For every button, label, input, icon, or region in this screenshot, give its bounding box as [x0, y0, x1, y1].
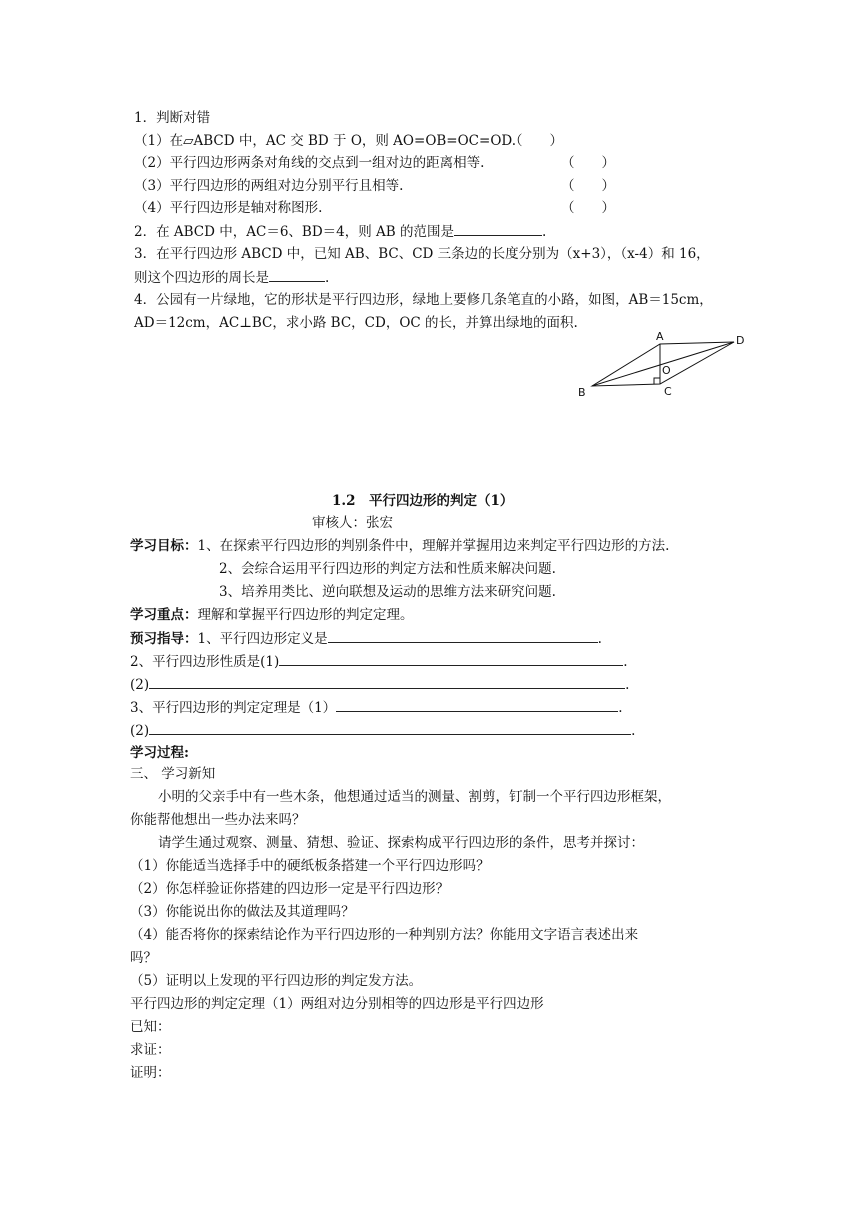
definition-blank[interactable] [328, 628, 598, 643]
property-line-1 [130, 651, 628, 672]
q1-item-3 [134, 176, 403, 196]
property-line-2 [130, 674, 629, 695]
q1-item-4-text: 平行四边形是轴对称图形. [169, 200, 323, 216]
guide-line [130, 628, 602, 649]
label-o: O [662, 364, 671, 377]
para-2: 请学生通过观察、测量、猜想、验证、探索构成平行四边形的条件，思考并探讨： [158, 835, 644, 851]
property-2-end: . [625, 677, 630, 693]
right-angle-mark [654, 378, 660, 384]
q3-line-2 [134, 267, 329, 288]
q2-text: 2．在 ABCD 中，AC＝6、BD＝4，则 AB 的范围是 [134, 224, 454, 240]
theorem-text: 3、平行四边形的判定定理是（1） [130, 700, 337, 716]
question-5: （5）证明以上发现的平行四边形的判定发方法。 [130, 973, 423, 989]
q4-line-2: AD＝12cm，AC⊥BC，求小路 BC，CD，OC 的长，并算出绿地的面积. [134, 315, 578, 331]
proof-label: 证明： [130, 1065, 171, 1081]
q3-text: 则这个四边形的周长是 [134, 270, 269, 286]
theorem-1-blank[interactable] [336, 697, 618, 712]
question-2: （2）你怎样验证你搭建的四边形一定是平行四边形？ [130, 881, 450, 897]
q1-item-3-num: （3） [134, 178, 170, 194]
theorem-line-1 [130, 697, 622, 718]
focus-text: 理解和掌握平行四边形的判定定理。 [197, 607, 414, 623]
reviewer: 审核人：张宏 [312, 515, 393, 531]
question-4-cont: 吗？ [130, 950, 157, 966]
question-1: （1）你能适当选择手中的硬纸板条搭建一个平行四边形吗？ [130, 858, 490, 874]
property-2-num: (2) [130, 677, 150, 693]
guide-text: 1、平行四边形定义是 [197, 631, 328, 647]
q3-end: . [325, 270, 330, 286]
guide-label: 预习指导： [130, 631, 198, 647]
theorem-statement: 平行四边形的判定定理（1）两组对边分别相等的四边形是平行四边形 [130, 996, 544, 1012]
q1-item-1-text: 在▱ABCD 中，AC 交 BD 于 O，则 AO=OB=OC=OD. [169, 133, 517, 149]
focus-line [130, 605, 414, 625]
prove-label: 求证： [130, 1042, 171, 1058]
theorem-line-2 [130, 720, 635, 741]
label-d: D [736, 334, 745, 347]
q1-item-2-paren: （ ） [561, 155, 615, 171]
goals-line-1 [130, 536, 669, 556]
q1-item-3-text: 平行四边形的两组对边分别平行且相等. [169, 178, 404, 194]
q2-line [134, 221, 546, 242]
label-c: C [664, 385, 672, 398]
focus-label: 学习重点： [130, 607, 198, 623]
theorem-2-num: (2) [130, 723, 150, 739]
q1-item-4 [134, 198, 322, 218]
q3-line-1: 3．在平行四边形 ABCD 中，已知 AB、BC、CD 三条边的长度分别为（x+3），（x-4）和 16， [134, 246, 710, 262]
goal-2: 2、会综合运用平行四边形的判定方法和性质来解决问题. [219, 561, 556, 577]
theorem-end: . [618, 700, 623, 716]
label-a: A [656, 330, 664, 343]
q2-end: . [542, 224, 547, 240]
q1-item-2 [134, 153, 484, 173]
goals-label: 学习目标： [130, 538, 198, 554]
question-3: （3）你能说出你的做法及其道理吗？ [130, 904, 355, 920]
parallelogram-figure [570, 326, 750, 402]
q1-item-3-paren: （ ） [561, 178, 615, 194]
property-2-blank[interactable] [149, 674, 625, 689]
question-4: （4）能否将你的探索结论作为平行四边形的一种判别方法？你能用文字语言表述出来 [130, 927, 639, 943]
known-label: 已知： [130, 1019, 171, 1035]
q2-answer-blank[interactable] [454, 221, 542, 236]
q1-heading: 1．判断对错 [134, 110, 211, 126]
property-end: . [623, 654, 628, 670]
q1-item-1-num: （1） [134, 133, 170, 149]
q1-item-4-paren: （ ） [561, 200, 615, 216]
q4-line-1: 4．公园有一片绿地，它的形状是平行四边形，绿地上要修几条笔直的小路，如图，AB＝15cm， [134, 292, 713, 308]
goal-3: 3、培养用类比、逆向联想及运动的思维方法来研究问题. [219, 584, 556, 600]
para-1-line-1: 小明的父亲手中有一些木条，他想通过适当的测量、割剪，钉制一个平行四边形框架， [158, 789, 671, 805]
q1-item-1-paren: （ ） [509, 133, 563, 149]
q3-answer-blank[interactable] [269, 267, 325, 282]
new-knowledge-heading: 三、 学习新知 [130, 766, 216, 782]
q1-item-1 [134, 131, 516, 151]
label-b: B [578, 386, 586, 399]
theorem-2-blank[interactable] [149, 720, 631, 735]
goal-1: 1、在探索平行四边形的判别条件中，理解并掌握用边来判定平行四边形的方法. [197, 538, 670, 554]
q1-item-2-num: （2） [134, 155, 170, 171]
process-label: 学习过程: [130, 745, 189, 761]
q1-item-4-num: （4） [134, 200, 170, 216]
guide-end: . [597, 631, 602, 647]
property-text: 2、平行四边形性质是(1) [130, 654, 280, 670]
section-title: 1.2 平行四边形的判定（1） [332, 493, 514, 509]
para-1-line-2: 你能帮他想出一些办法来吗？ [130, 812, 306, 828]
q1-item-2-text: 平行四边形两条对角线的交点到一组对边的距离相等. [169, 155, 485, 171]
property-1-blank[interactable] [279, 651, 623, 666]
theorem-2-end: . [631, 723, 636, 739]
